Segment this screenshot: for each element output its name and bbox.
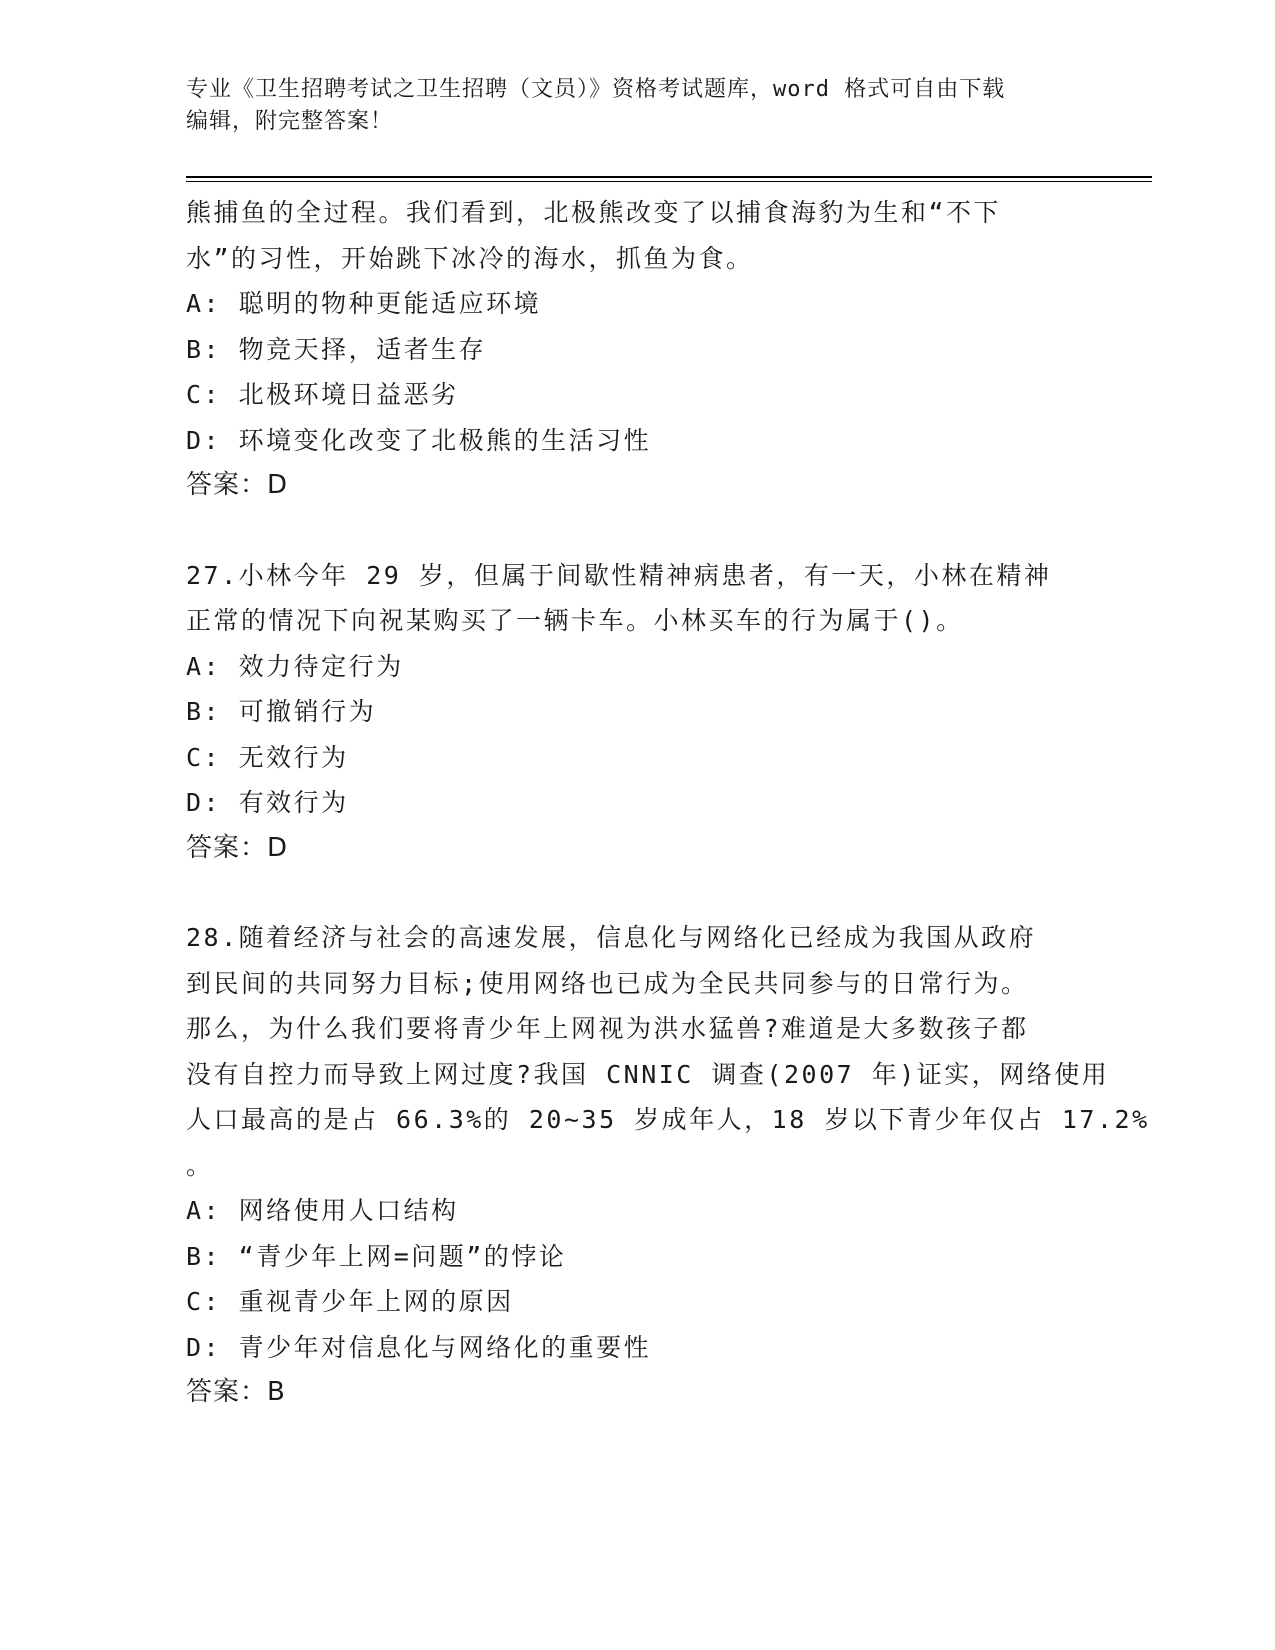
answer-label: 答案：D: [186, 470, 289, 500]
question-stem-line: 人口最高的是占 66.3%的 20~35 岁成年人，18 岁以下青少年仅占 17.2%: [186, 1105, 1150, 1134]
spacer: [186, 871, 1086, 915]
option-a: A: 效力待定行为: [186, 651, 404, 681]
option-b: B: 物竞天择，适者生存: [186, 334, 487, 364]
question-stem-line: 熊捕鱼的全过程。我们看到，北极熊改变了以捕食海豹为生和“不下: [186, 198, 1002, 227]
option-c: C: 重视青少年上网的原因: [186, 1287, 514, 1316]
option-a: A: 网络使用人口结构: [186, 1196, 459, 1225]
question-stem-line: 到民间的共同努力目标;使用网络也已成为全民共同参与的日常行为。: [186, 968, 1029, 998]
header-line-2: 编辑，附完整答案！: [186, 109, 394, 134]
option-d: D: 青少年对信息化与网络化的重要性: [186, 1332, 652, 1362]
option-b: B: 可撤销行为: [186, 697, 377, 726]
header-line-1: 专业《卫生招聘考试之卫生招聘（文员）》资格考试题库，word 格式可自由下载: [186, 77, 1006, 102]
option-b: B: “青少年上网=问题”的悖论: [186, 1241, 567, 1271]
question-stem-line: 。: [186, 1150, 214, 1180]
header-divider-thin: [186, 181, 1152, 182]
answer-label: 答案：D: [186, 832, 289, 863]
document-header: [186, 74, 1066, 138]
header-divider-thick: [186, 176, 1152, 178]
question-stem-line: 水”的习性，开始跳下冰冷的海水，抓鱼为食。: [186, 243, 754, 273]
option-d: D: 环境变化改变了北极熊的生活习性: [186, 425, 652, 455]
spacer: [186, 509, 1086, 553]
question-stem-line: 那么，为什么我们要将青少年上网视为洪水猛兽?难道是大多数孩子都: [186, 1014, 1029, 1043]
question-stem-line: 28.随着经济与社会的高速发展，信息化与网络化已经成为我国从政府: [186, 923, 1037, 952]
question-27: [186, 553, 1086, 872]
question-stem-line: 没有自控力而导致上网过度?我国 CNNIC 调查(2007 年)证实，网络使用: [186, 1059, 1110, 1089]
option-c: C: 无效行为: [186, 742, 349, 772]
question-26: [186, 190, 1086, 509]
option-c: C: 北极环境日益恶劣: [186, 380, 459, 409]
option-a: A: 聪明的物种更能适应环境: [186, 289, 542, 318]
question-28: [186, 915, 1150, 1416]
answer-label: 答案：B: [186, 1377, 286, 1407]
question-stem-line: 27.小林今年 29 岁，但属于间歇性精神病患者，有一天，小林在精神: [186, 560, 1052, 590]
option-d: D: 有效行为: [186, 788, 349, 817]
question-list: [186, 190, 1150, 1416]
question-stem-line: 正常的情况下向祝某购买了一辆卡车。小林买车的行为属于()。: [186, 606, 964, 635]
